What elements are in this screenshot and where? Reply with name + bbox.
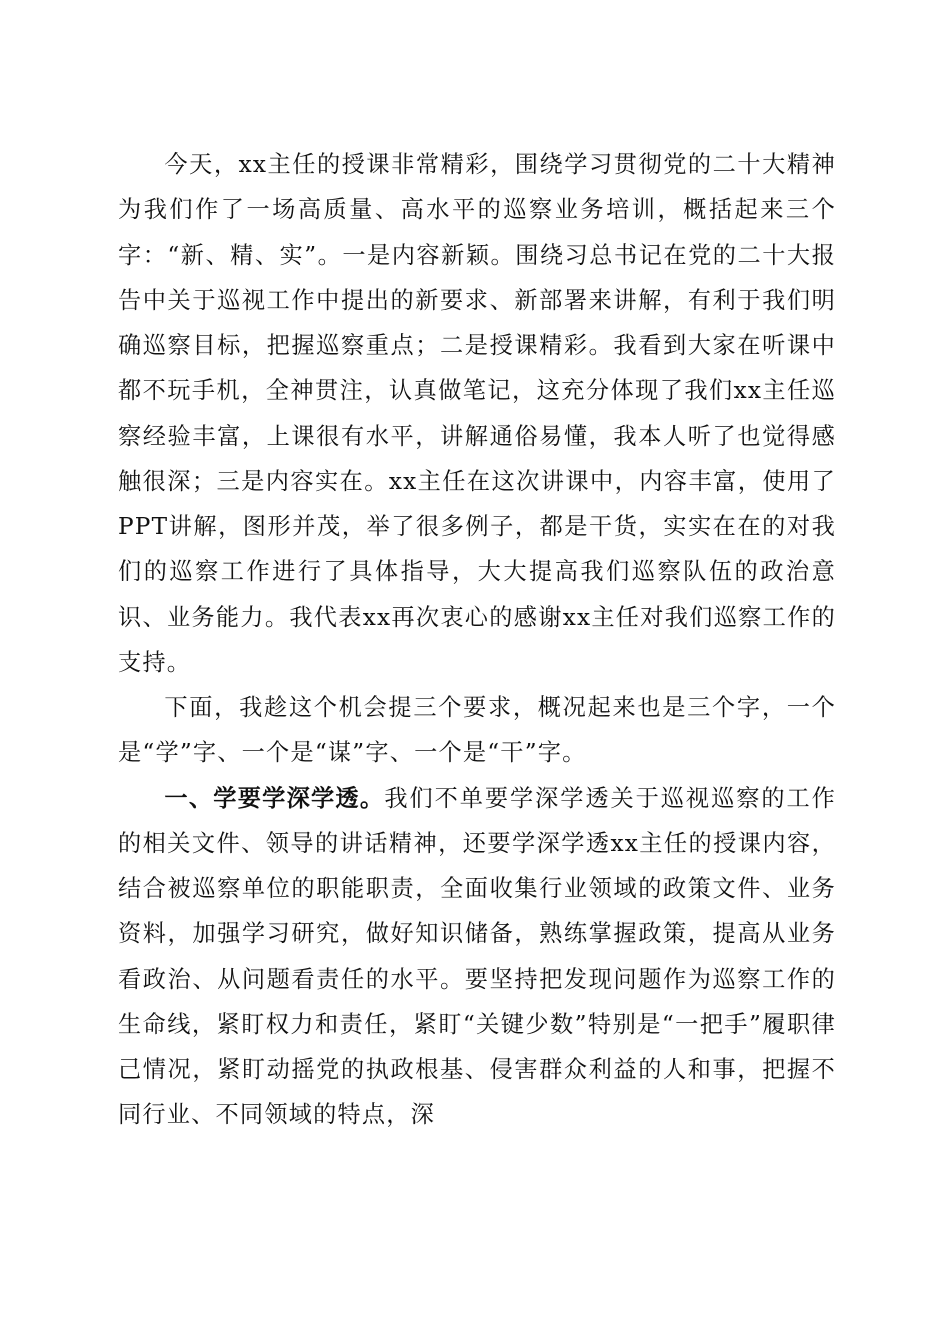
paragraph-text: 下面，我趁这个机会提三个要求，概况起来也是三个字，一个是“学”字、一个是“谋”字、一个是“干”字。 xyxy=(118,694,836,767)
paragraph-text: 今天，xx主任的授课非常精彩，围绕学习贯彻党的二十大精神为我们作了一场高质量、高水平的巡察业务培训，概括起来三个字：“新、精、实”。一是内容新颖。围绕习总书记在党的二十大报告中关于巡视工作中提出的新要求、新部署来讲解，有利于我们明确巡察目标，把握巡察重点；二是授课精彩。我看到大家在听课中都不玩手机，全神贯注，认真做笔记，这充分体现了我们xx主任巡察经验丰富，上课很有水平，讲解通俗易懂，我本人听了也觉得感触很深；三是内容实在。xx主任在这次讲课中，内容丰富，使用了PPT讲解，图形并茂，举了很多例子，都是干货，实实在在的对我们的巡察工作进行了具体指导，大大提高我们巡察队伍的政治意识、业务能力。我代表xx再次衷心的感谢xx主任对我们巡察工作的支持。 xyxy=(118,151,836,676)
paragraph-speech-evaluation xyxy=(118,142,836,685)
section-heading: 一、学要学深学透。 xyxy=(164,784,385,812)
document-page xyxy=(118,142,836,1138)
paragraph-three-requirements-intro xyxy=(118,685,836,776)
paragraph-text: 我们不单要学深学透关于巡视巡察的工作的相关文件、领导的讲话精神，还要学深学透xx主任的授课内容，结合被巡察单位的职能职责，全面收集行业领域的政策文件、业务资料，加强学习研究，做好知识储备，熟练掌握政策，提高从业务看政治、从问题看责任的水平。要坚持把发现问题作为巡察工作的生命线，紧盯权力和责任，紧盯“关键少数”特别是“一把手”履职律己情况，紧盯动摇党的执政根基、侵害群众利益的人和事，把握不同行业、不同领域的特点，深 xyxy=(118,784,836,1129)
paragraph-requirement-learn xyxy=(118,776,836,1138)
